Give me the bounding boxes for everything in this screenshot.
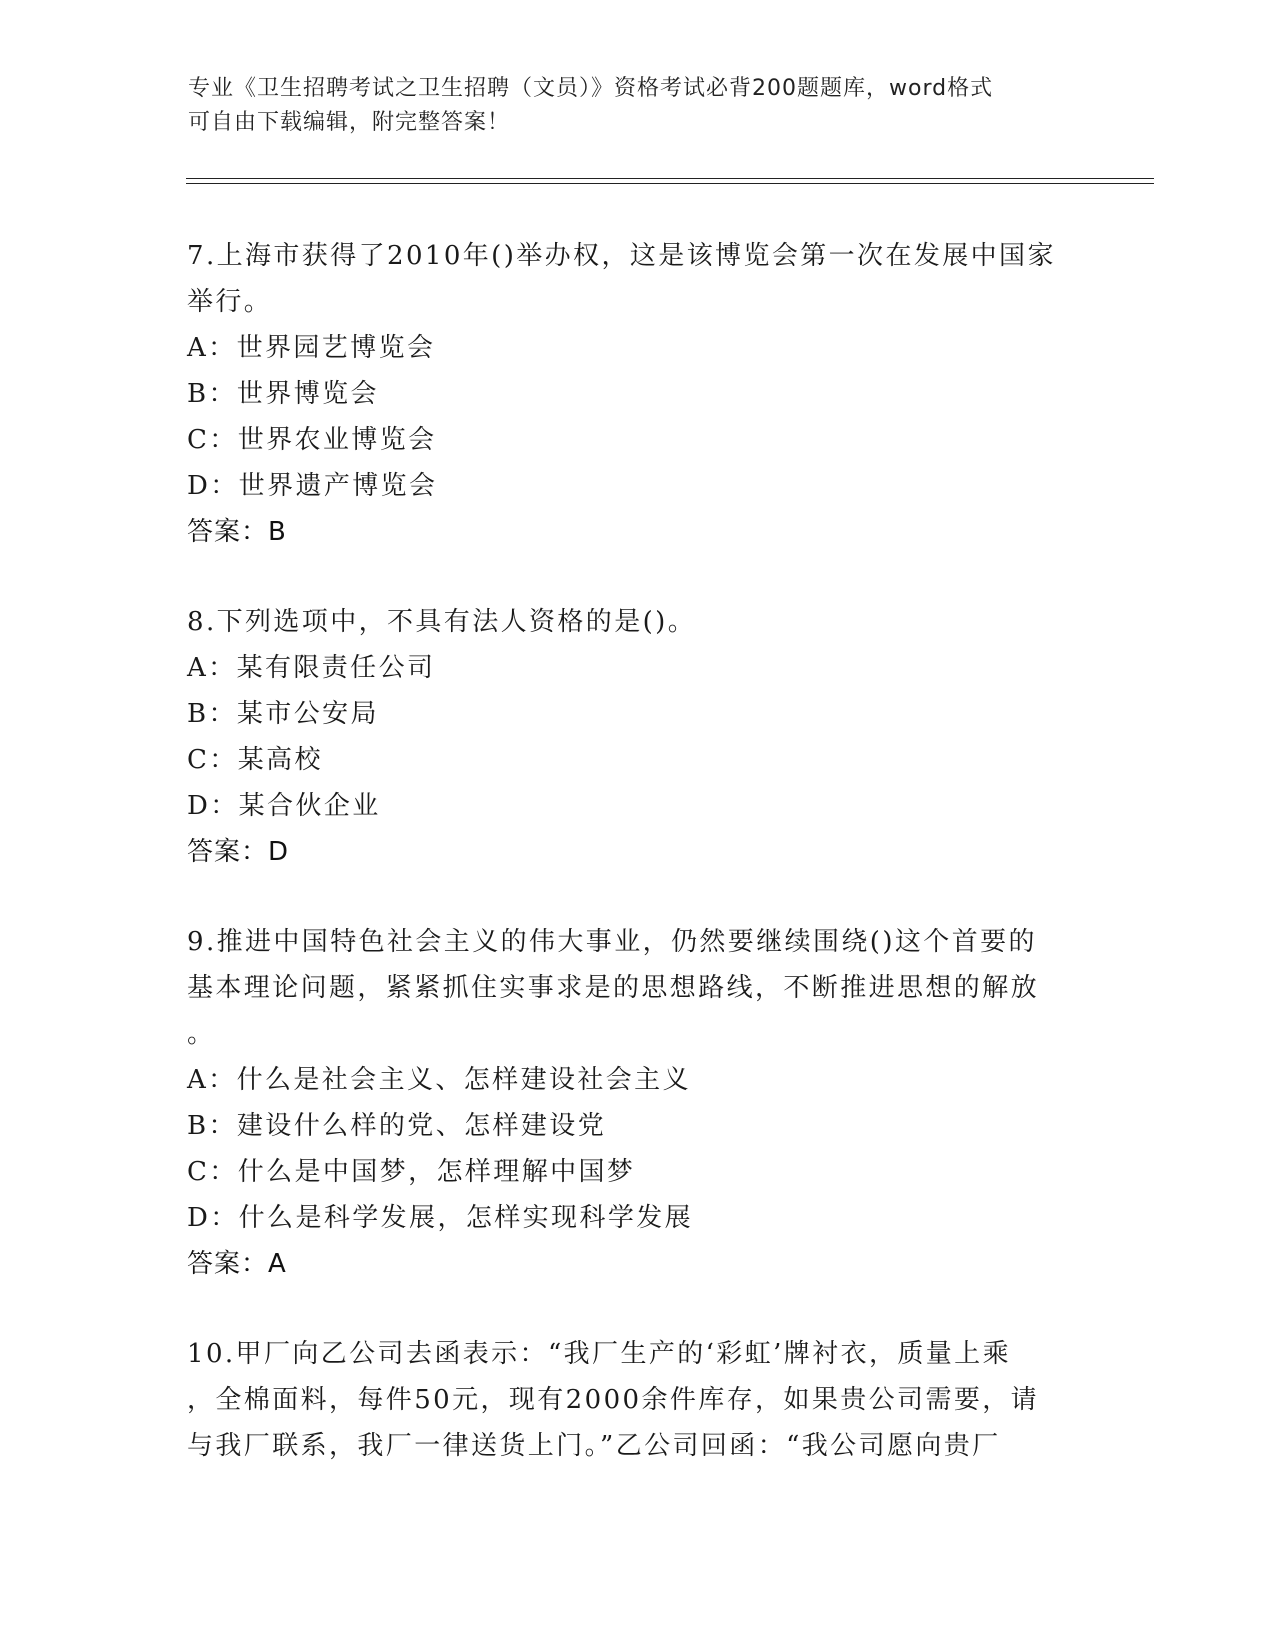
header-line-2: 可自由下载编辑，附完整答案！ [188, 110, 511, 135]
option-b: B：某市公安局 [187, 699, 379, 729]
header-line-1: 专业《卫生招聘考试之卫生招聘（文员）》资格考试必背200题题库，word格式 [188, 76, 994, 101]
question-8 [187, 599, 1087, 875]
answer-line: 答案：D [187, 837, 290, 867]
header-divider-top [186, 178, 1154, 179]
question-stem-line: 7.上海市获得了2010年()举办权，这是该博览会第一次在发展中国家 [187, 241, 1056, 271]
document-header [188, 72, 1088, 140]
option-d: D：什么是科学发展，怎样实现科学发展 [187, 1203, 694, 1233]
option-c: C：什么是中国梦，怎样理解中国梦 [187, 1157, 636, 1187]
option-d: D：某合伙企业 [187, 791, 381, 821]
question-stem-line: 与我厂联系，我厂一律送货上门。”乙公司回函：“我公司愿向贵厂 [187, 1431, 1001, 1461]
question-stem-line: 。 [187, 1019, 216, 1049]
question-stem-line: 8.下列选项中，不具有法人资格的是()。 [187, 607, 697, 637]
option-a: A：什么是社会主义、怎样建设社会主义 [187, 1065, 691, 1095]
question-10 [187, 1331, 1087, 1469]
question-9 [187, 919, 1087, 1287]
question-stem-line: 基本理论问题，紧紧抓住实事求是的思想路线，不断推进思想的解放 [187, 973, 1040, 1003]
answer-line: 答案：A [187, 1249, 287, 1279]
header-divider-bottom [186, 183, 1154, 184]
option-a: A：某有限责任公司 [187, 653, 436, 683]
option-b: B：世界博览会 [187, 379, 379, 409]
option-a: A：世界园艺博览会 [187, 333, 436, 363]
answer-line: 答案：B [187, 517, 287, 547]
option-d: D：世界遗产博览会 [187, 471, 438, 501]
question-stem-line: 举行。 [187, 287, 273, 317]
question-stem-line: ，全棉面料，每件50元，现有2000余件库存，如果贵公司需要，请 [187, 1385, 1040, 1415]
option-c: C：世界农业博览会 [187, 425, 437, 455]
question-stem-line: 10.甲厂向乙公司去函表示：“我厂生产的‘彩虹’牌衬衣，质量上乘 [187, 1339, 1011, 1369]
option-b: B：建设什么样的党、怎样建设党 [187, 1111, 607, 1141]
option-c: C：某高校 [187, 745, 323, 775]
question-list [187, 233, 1087, 1513]
question-7 [187, 233, 1087, 555]
question-stem-line: 9.推进中国特色社会主义的伟大事业，仍然要继续围绕()这个首要的 [187, 927, 1037, 957]
